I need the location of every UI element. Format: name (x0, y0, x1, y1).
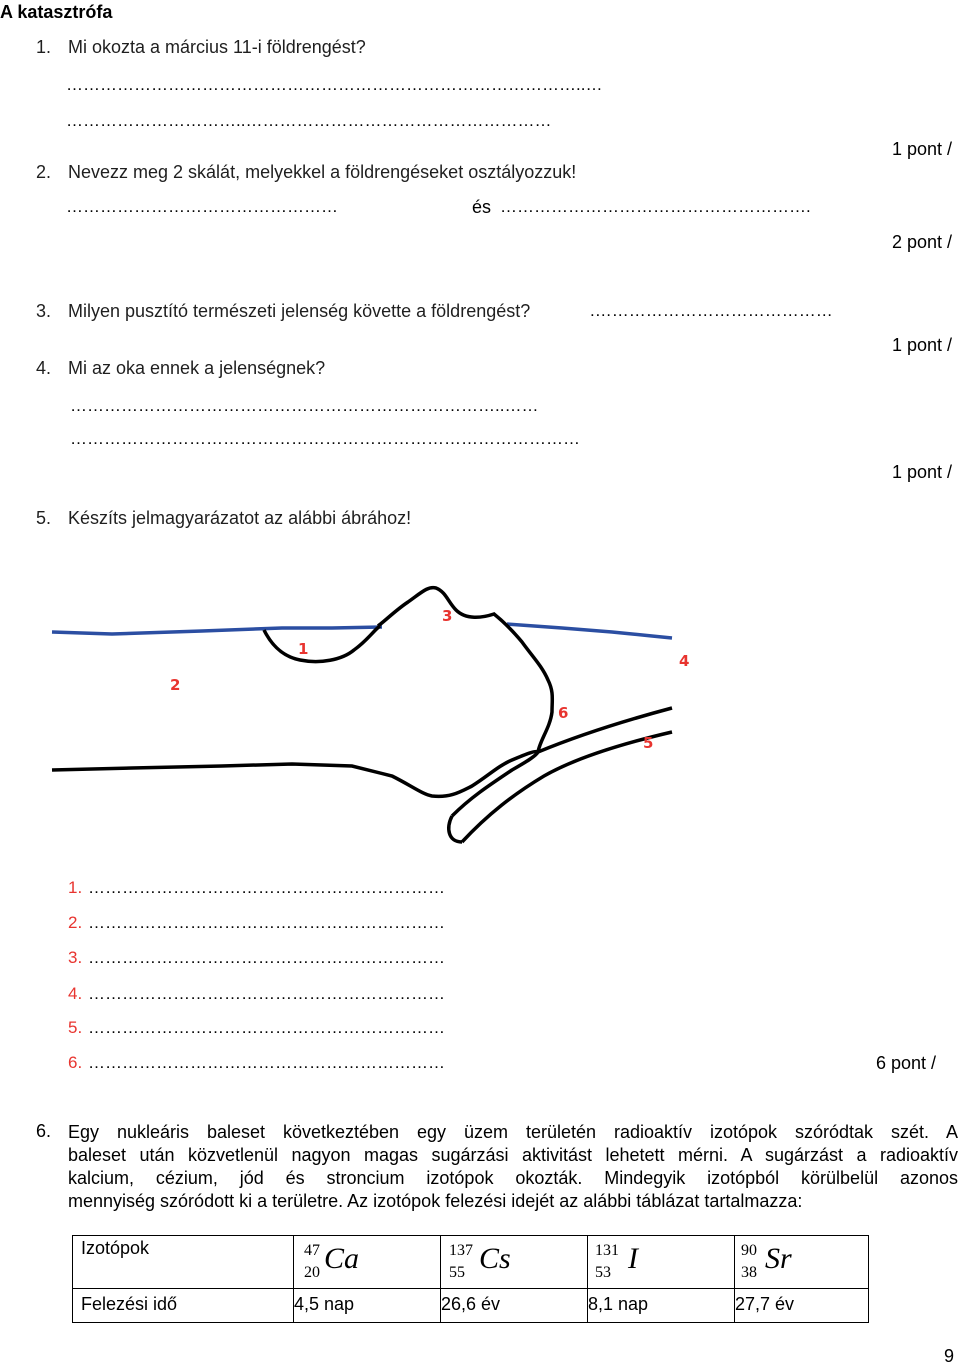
legend-number: 5. (68, 1018, 83, 1037)
isotope-symbol: Ca (324, 1242, 360, 1275)
legend-answer-line[interactable]: ……………………………………………………… (88, 913, 445, 932)
legend-number: 1. (68, 878, 83, 897)
subducting-plate-tip (449, 816, 462, 842)
q2-and: és (472, 197, 492, 217)
table-header-isotopes: Izotópok (73, 1236, 294, 1289)
q2-answer-left[interactable]: ………………………………………… (66, 197, 338, 216)
isotope-atomic: 55 (449, 1264, 465, 1281)
isotope-symbol: I (628, 1242, 638, 1275)
q6-paragraph (68, 1121, 958, 1213)
table-header-half-life: Felezési idő (73, 1289, 294, 1323)
q4-answer-line-1[interactable]: …………………………………………………………………..…… (70, 396, 539, 415)
legend-answer-line[interactable]: ……………………………………………………… (88, 984, 445, 1003)
q1-points: 1 pont / (892, 139, 953, 159)
q4-number: 4. (36, 358, 52, 378)
q6-number: 6. (36, 1121, 52, 1141)
q3-number: 3. (36, 301, 52, 321)
q6-line: Egy nukleáris baleset következtében egy üzem területén radioaktív izotópok szóródtak szét. A (68, 1122, 958, 1142)
diagram-label-1: 1 (298, 640, 309, 658)
q6-line: mennyiség szóródott ki a területre. Az izotópok felezési idejét az alábbi táblázat tartalmazza: (68, 1191, 803, 1211)
isotope-atomic: 20 (304, 1264, 320, 1281)
diagram-label-5: 5 (643, 734, 654, 752)
legend-number: 3. (68, 948, 83, 967)
isotope-symbol: Cs (479, 1242, 511, 1275)
q5-number: 5. (36, 508, 52, 528)
q3-points: 1 pont / (892, 335, 953, 355)
subducting-plate-bottom (462, 732, 672, 842)
overriding-plate (52, 751, 538, 796)
isotope-mass: 90 (741, 1242, 757, 1259)
q2-answer-right[interactable]: ………………………………………………. (500, 197, 811, 216)
table-row (73, 1236, 869, 1289)
q2-number: 2. (36, 162, 52, 182)
table-cell-half-life: 27,7 év (735, 1289, 869, 1323)
q6-line: kalcium, cézium, jód és stroncium izotópok okozták. Mindegyik izotópból körülbelül azonos (68, 1168, 958, 1188)
table-cell-half-life: 4,5 nap (294, 1289, 441, 1323)
diagram-label-4: 4 (679, 652, 690, 670)
isotope-atomic: 53 (595, 1264, 611, 1281)
diagram-label-2: 2 (170, 676, 181, 694)
q3-answer-line[interactable]: .…………………………………… (590, 301, 833, 320)
q4-answer-line-2[interactable]: ……………………………………………………………………………… (70, 429, 580, 448)
q1-number: 1. (36, 37, 52, 57)
water-surface-right (507, 624, 672, 638)
subduction-diagram (52, 580, 690, 860)
legend-number: 2. (68, 913, 83, 932)
legend-answer-line[interactable]: ……………………………………………………… (88, 1018, 445, 1037)
q2-points: 2 pont / (892, 232, 953, 252)
q4-text: Mi az oka ennek a jelenségnek? (68, 358, 326, 378)
isotope-mass: 131 (595, 1242, 619, 1259)
q1-answer-line-1[interactable]: ………………………………………………………………………………..… (66, 75, 603, 94)
table-cell-isotope (294, 1236, 441, 1289)
page-number: 9 (944, 1346, 955, 1366)
q1-answer-line-2[interactable]: …………………………..……………………………………………… (66, 111, 552, 130)
wave-3 (378, 588, 552, 752)
q4-points: 1 pont / (892, 462, 953, 482)
table-cell-isotope (588, 1236, 735, 1289)
q5-points: 6 pont / (876, 1053, 937, 1073)
isotope-atomic: 38 (741, 1264, 757, 1281)
table-cell-isotope (441, 1236, 588, 1289)
q1-text: Mi okozta a március 11-i földrengést? (68, 37, 366, 57)
q6-line: baleset után közvetlenül nagyon magas sugárzási aktivitást lehetett mérni. A sugárzást a radioaktív (68, 1145, 958, 1165)
depression-1 (264, 626, 380, 662)
table-cell-half-life: 26,6 év (441, 1289, 588, 1323)
subducting-plate-edge (452, 752, 538, 816)
table-cell-isotope (735, 1236, 869, 1289)
legend-answer-line[interactable]: ……………………………………………………… (88, 948, 445, 967)
water-surface-left (52, 627, 382, 634)
isotope-table (72, 1235, 869, 1323)
q2-text: Nevezz meg 2 skálát, melyekkel a földrengéseket osztályozzuk! (68, 162, 577, 182)
legend-number: 6. (68, 1053, 83, 1072)
legend-answer-line[interactable]: ……………………………………………………… (88, 878, 445, 897)
diagram-label-3: 3 (442, 607, 453, 625)
page-title: A katasztrófa (0, 2, 113, 22)
diagram-label-6: 6 (558, 704, 569, 722)
q3-text: Milyen pusztító természeti jelenség követte a földrengést? (68, 301, 531, 321)
legend-answer-line[interactable]: ……………………………………………………… (88, 1053, 445, 1072)
isotope-mass: 137 (449, 1242, 473, 1259)
q5-text: Készíts jelmagyarázatot az alábbi ábrához! (68, 508, 412, 528)
table-cell-half-life: 8,1 nap (588, 1289, 735, 1323)
legend-number: 4. (68, 984, 83, 1003)
isotope-mass: 47 (304, 1242, 320, 1259)
isotope-symbol: Sr (765, 1242, 792, 1275)
table-row (73, 1289, 869, 1323)
